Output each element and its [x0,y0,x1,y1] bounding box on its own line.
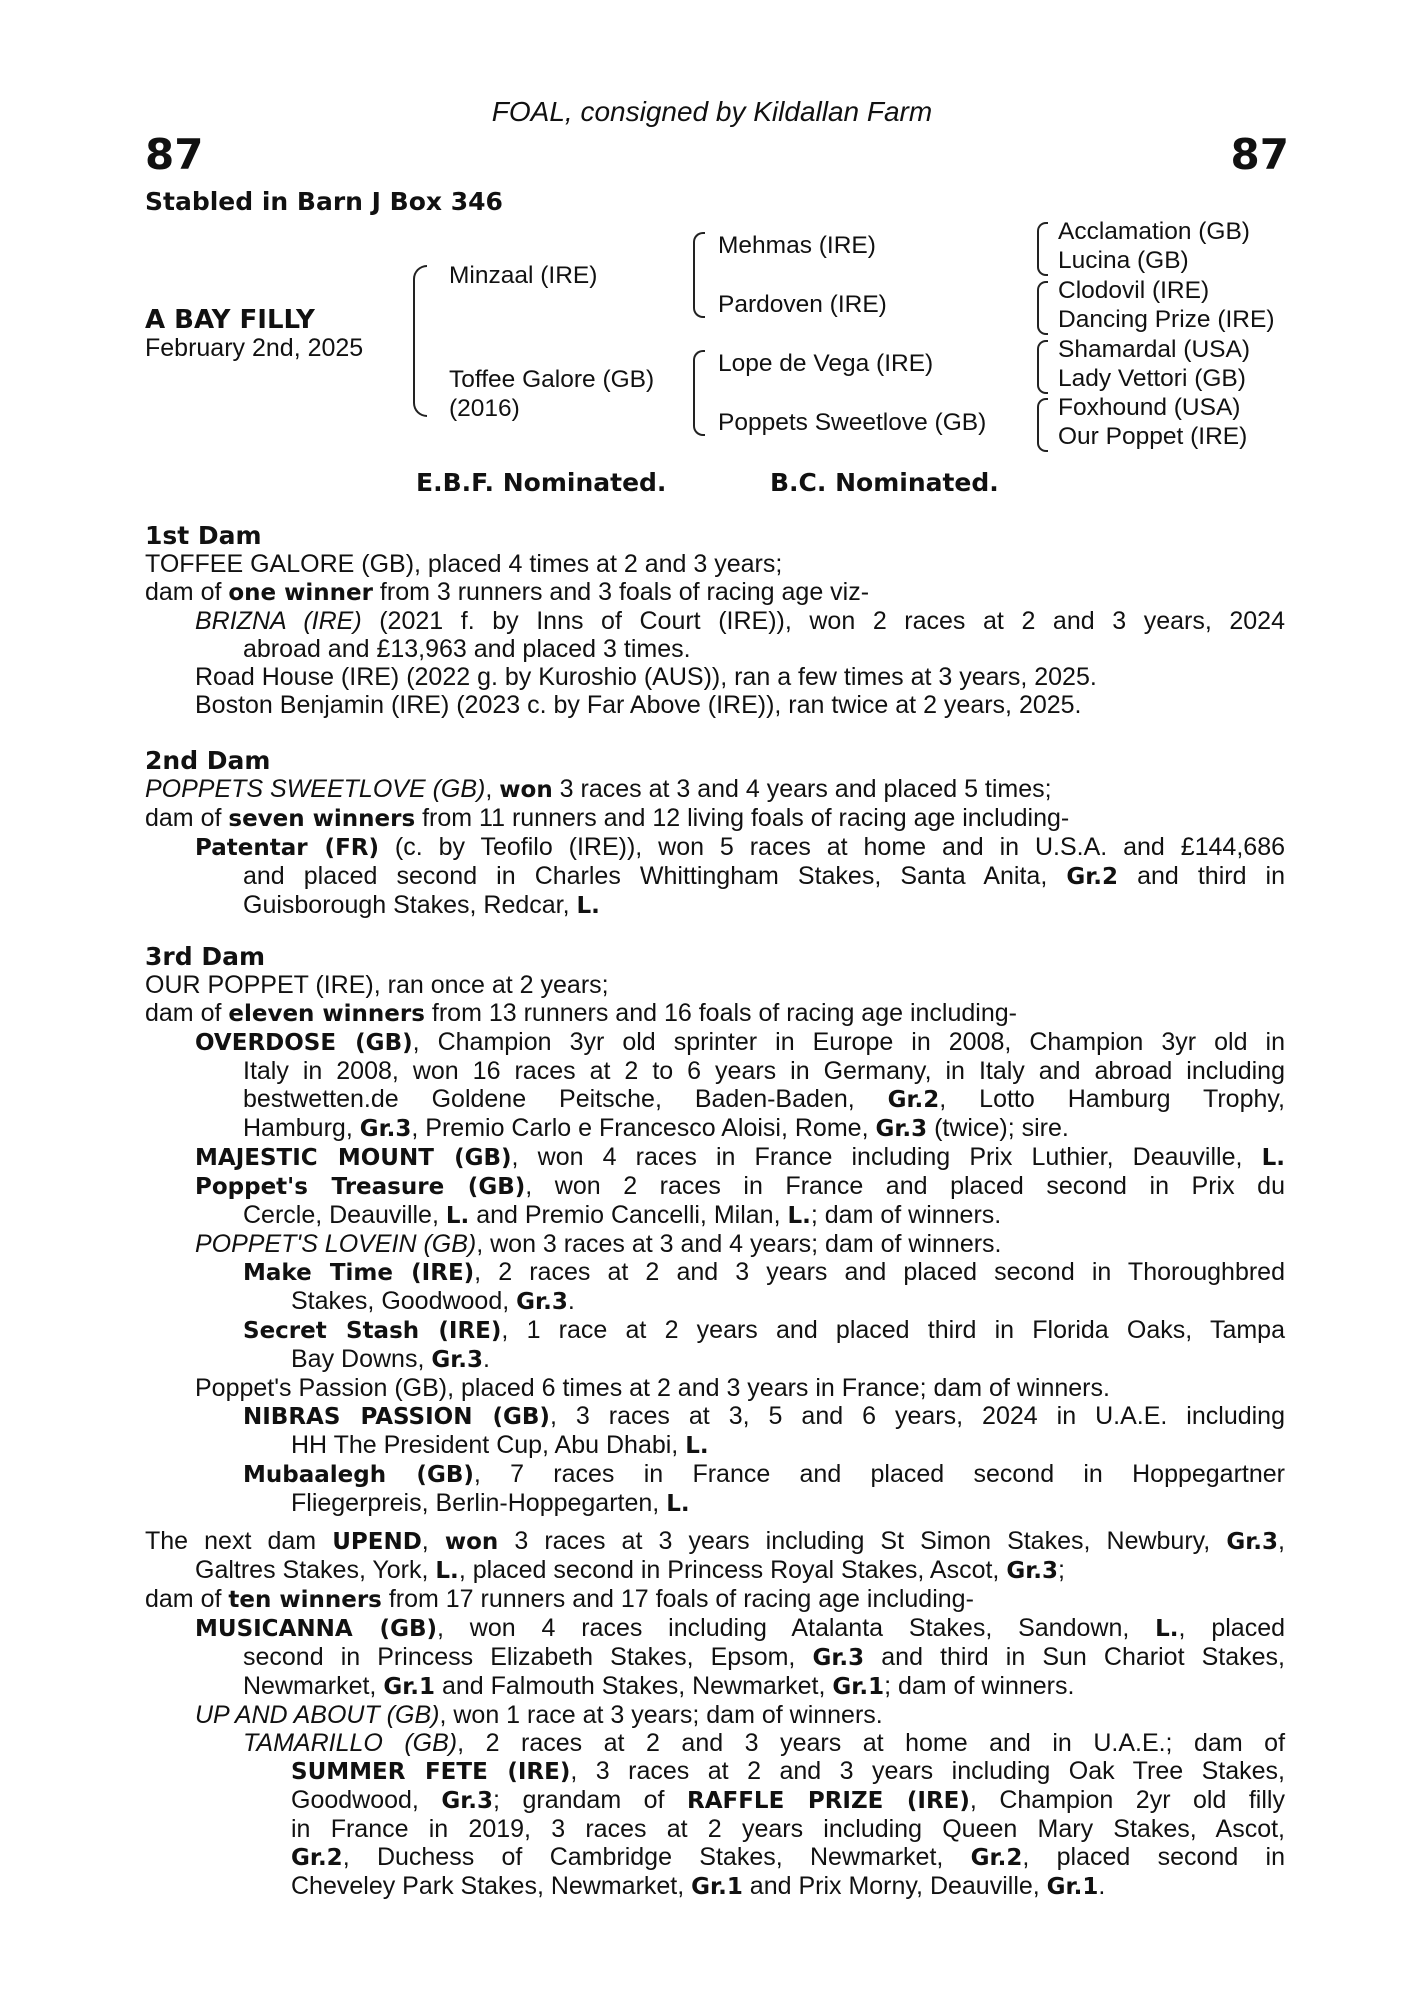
pedigree-sire-dam: Pardoven (IRE) [718,291,887,318]
second-dam-section [145,747,1285,920]
stabled-location: Stabled in Barn J Box 346 [145,187,503,216]
dam-produce-summary: dam of one winner from 3 runners and 3 foals of racing age viz- [145,578,870,606]
section-heading: 2nd Dam [145,746,271,775]
pedigree-g3: Lucina (GB) [1058,247,1189,274]
ebf-nominated: E.B.F. Nominated. [416,468,667,497]
produce-entry: SUMMER FETE (IRE), 3 races at 2 and 3 years including Oak Tree Stakes, [291,1757,1285,1785]
lot-number-right: 87 [1230,130,1289,179]
bc-nominated: B.C. Nominated. [770,468,999,497]
produce-entry: MAJESTIC MOUNT (GB), won 4 races in France including Prix Luthier, Deauville, L. [195,1143,1285,1171]
produce-entry: Secret Stash (IRE), 1 race at 2 years and placed third in Florida Oaks, Tampa [243,1316,1285,1344]
consignment-line: FOAL, consigned by Kildallan Farm [491,96,933,127]
pedigree-brace [1037,340,1048,394]
produce-entry: UP AND ABOUT (GB), won 1 race at 3 years; dam of winners. [195,1701,883,1729]
produce-entry: TAMARILLO (GB), 2 races at 2 and 3 years at home and in U.A.E.; dam of [243,1729,1286,1757]
horse-name: A BAY FILLY [145,305,315,335]
produce-entry-cont: Stakes, Goodwood, Gr.3. [291,1287,575,1315]
dam-line: POPPETS SWEETLOVE (GB), won 3 races at 3 and 4 years and placed 5 times; [145,775,1052,803]
produce-entry: Road House (IRE) (2022 g. by Kuroshio (AUS)), ran a few times at 3 years, 2025. [195,663,1097,691]
produce-entry: OVERDOSE (GB), Champion 3yr old sprinter in Europe in 2008, Champion 3yr old in [195,1028,1285,1056]
next-dam-section [145,1527,1285,1901]
pedigree-brace [693,350,705,436]
dam-line: The next dam UPEND, won 3 races at 3 years including St Simon Stakes, Newbury, Gr.3, [145,1527,1285,1555]
pedigree-sire-sire: Mehmas (IRE) [718,232,876,259]
produce-entry: NIBRAS PASSION (GB), 3 races at 3, 5 and 6 years, 2024 in U.A.E. including [243,1402,1285,1430]
dam-produce-summary: dam of eleven winners from 13 runners and 16 foals of racing age including- [145,999,1017,1027]
pedigree-g3: Foxhound (USA) [1058,394,1241,421]
dam-produce-summary: dam of ten winners from 17 runners and 17 foals of racing age including- [145,1585,974,1613]
pedigree-brace [413,265,427,417]
produce-entry: MUSICANNA (GB), won 4 races including Atalanta Stakes, Sandown, L., placed [195,1614,1285,1642]
produce-entry-cont: Cheveley Park Stakes, Newmarket, Gr.1 and Prix Morny, Deauville, Gr.1. [291,1872,1106,1900]
produce-entry-cont: Italy in 2008, won 16 races at 2 to 6 years in Germany, in Italy and abroad including [243,1057,1285,1085]
lot-number-left: 87 [145,130,204,179]
produce-entry-cont: HH The President Cup, Abu Dhabi, L. [291,1431,709,1459]
pedigree-brace [1037,222,1048,276]
pedigree-dam-dam: Poppets Sweetlove (GB) [718,409,987,436]
produce-entry: POPPET'S LOVEIN (GB), won 3 races at 3 and 4 years; dam of winners. [195,1230,1002,1258]
dam-line-cont: Galtres Stakes, York, L., placed second in Princess Royal Stakes, Ascot, Gr.3; [195,1556,1065,1584]
produce-entry-cont: Goodwood, Gr.3; grandam of RAFFLE PRIZE (IRE), Champion 2yr old filly [291,1786,1285,1814]
pedigree-g3: Lady Vettori (GB) [1058,365,1246,392]
produce-entry: Mubaalegh (GB), 7 races in France and placed second in Hoppegartner [243,1460,1285,1488]
produce-entry-cont: second in Princess Elizabeth Stakes, Epsom, Gr.3 and third in Sun Chariot Stakes, [243,1643,1285,1671]
pedigree-g3: Acclamation (GB) [1058,218,1250,245]
horse-dob: February 2nd, 2025 [145,334,364,362]
produce-entry-cont: Fliegerpreis, Berlin-Hoppegarten, L. [291,1489,690,1517]
produce-entry-cont: abroad and £13,963 and placed 3 times. [243,635,691,663]
produce-entry: Boston Benjamin (IRE) (2023 c. by Far Above (IRE)), ran twice at 2 years, 2025. [195,691,1082,719]
pedigree-g3: Our Poppet (IRE) [1058,423,1248,450]
produce-entry: Patentar (FR) (c. by Teofilo (IRE)), won 5 races at home and in U.S.A. and £144,686 [195,833,1285,861]
produce-entry-cont: Newmarket, Gr.1 and Falmouth Stakes, Newmarket, Gr.1; dam of winners. [243,1672,1075,1700]
produce-entry-cont: Hamburg, Gr.3, Premio Carlo e Francesco Aloisi, Rome, Gr.3 (twice); sire. [243,1114,1069,1142]
produce-entry-cont: Gr.2, Duchess of Cambridge Stakes, Newmarket, Gr.2, placed second in [291,1843,1285,1871]
produce-entry-cont: Bay Downs, Gr.3. [291,1345,490,1373]
pedigree-brace [1037,398,1048,452]
pedigree-brace [1037,281,1048,335]
pedigree-g3: Shamardal (USA) [1058,336,1250,363]
section-heading: 1st Dam [145,521,262,550]
produce-entry: Poppet's Passion (GB), placed 6 times at 2 and 3 years in France; dam of winners. [195,1374,1110,1402]
pedigree-dam-sire: Lope de Vega (IRE) [718,350,934,377]
pedigree-dam: Toffee Galore (GB) [449,366,655,393]
dam-line: TOFFEE GALORE (GB), placed 4 times at 2 and 3 years; [145,550,783,578]
produce-entry: Poppet's Treasure (GB), won 2 races in France and placed second in Prix du [195,1172,1285,1200]
produce-entry-cont: in France in 2019, 3 races at 2 years including Queen Mary Stakes, Ascot, [291,1815,1285,1843]
dam-line: OUR POPPET (IRE), ran once at 2 years; [145,971,609,999]
produce-entry-cont: and placed second in Charles Whittingham Stakes, Santa Anita, Gr.2 and third in [243,862,1285,890]
dam-produce-summary: dam of seven winners from 11 runners and 12 living foals of racing age including- [145,804,1070,832]
produce-entry-cont: Guisborough Stakes, Redcar, L. [243,891,600,919]
produce-entry-cont: Cercle, Deauville, L. and Premio Cancelli, Milan, L.; dam of winners. [243,1201,1002,1229]
pedigree-sire: Minzaal (IRE) [449,262,598,289]
produce-entry: BRIZNA (IRE) (2021 f. by Inns of Court (IRE)), won 2 races at 2 and 3 years, 2024 [195,607,1285,635]
produce-entry: Make Time (IRE), 2 races at 2 and 3 years and placed second in Thoroughbred [243,1258,1285,1286]
pedigree-brace [693,232,705,318]
third-dam-section [145,943,1285,1518]
pedigree-dam-year: (2016) [449,395,520,422]
pedigree-g3: Dancing Prize (IRE) [1058,306,1275,333]
produce-entry-cont: bestwetten.de Goldene Peitsche, Baden-Baden, Gr.2, Lotto Hamburg Trophy, [243,1085,1285,1113]
pedigree-g3: Clodovil (IRE) [1058,277,1210,304]
section-heading: 3rd Dam [145,942,265,971]
first-dam-section [145,522,1285,719]
